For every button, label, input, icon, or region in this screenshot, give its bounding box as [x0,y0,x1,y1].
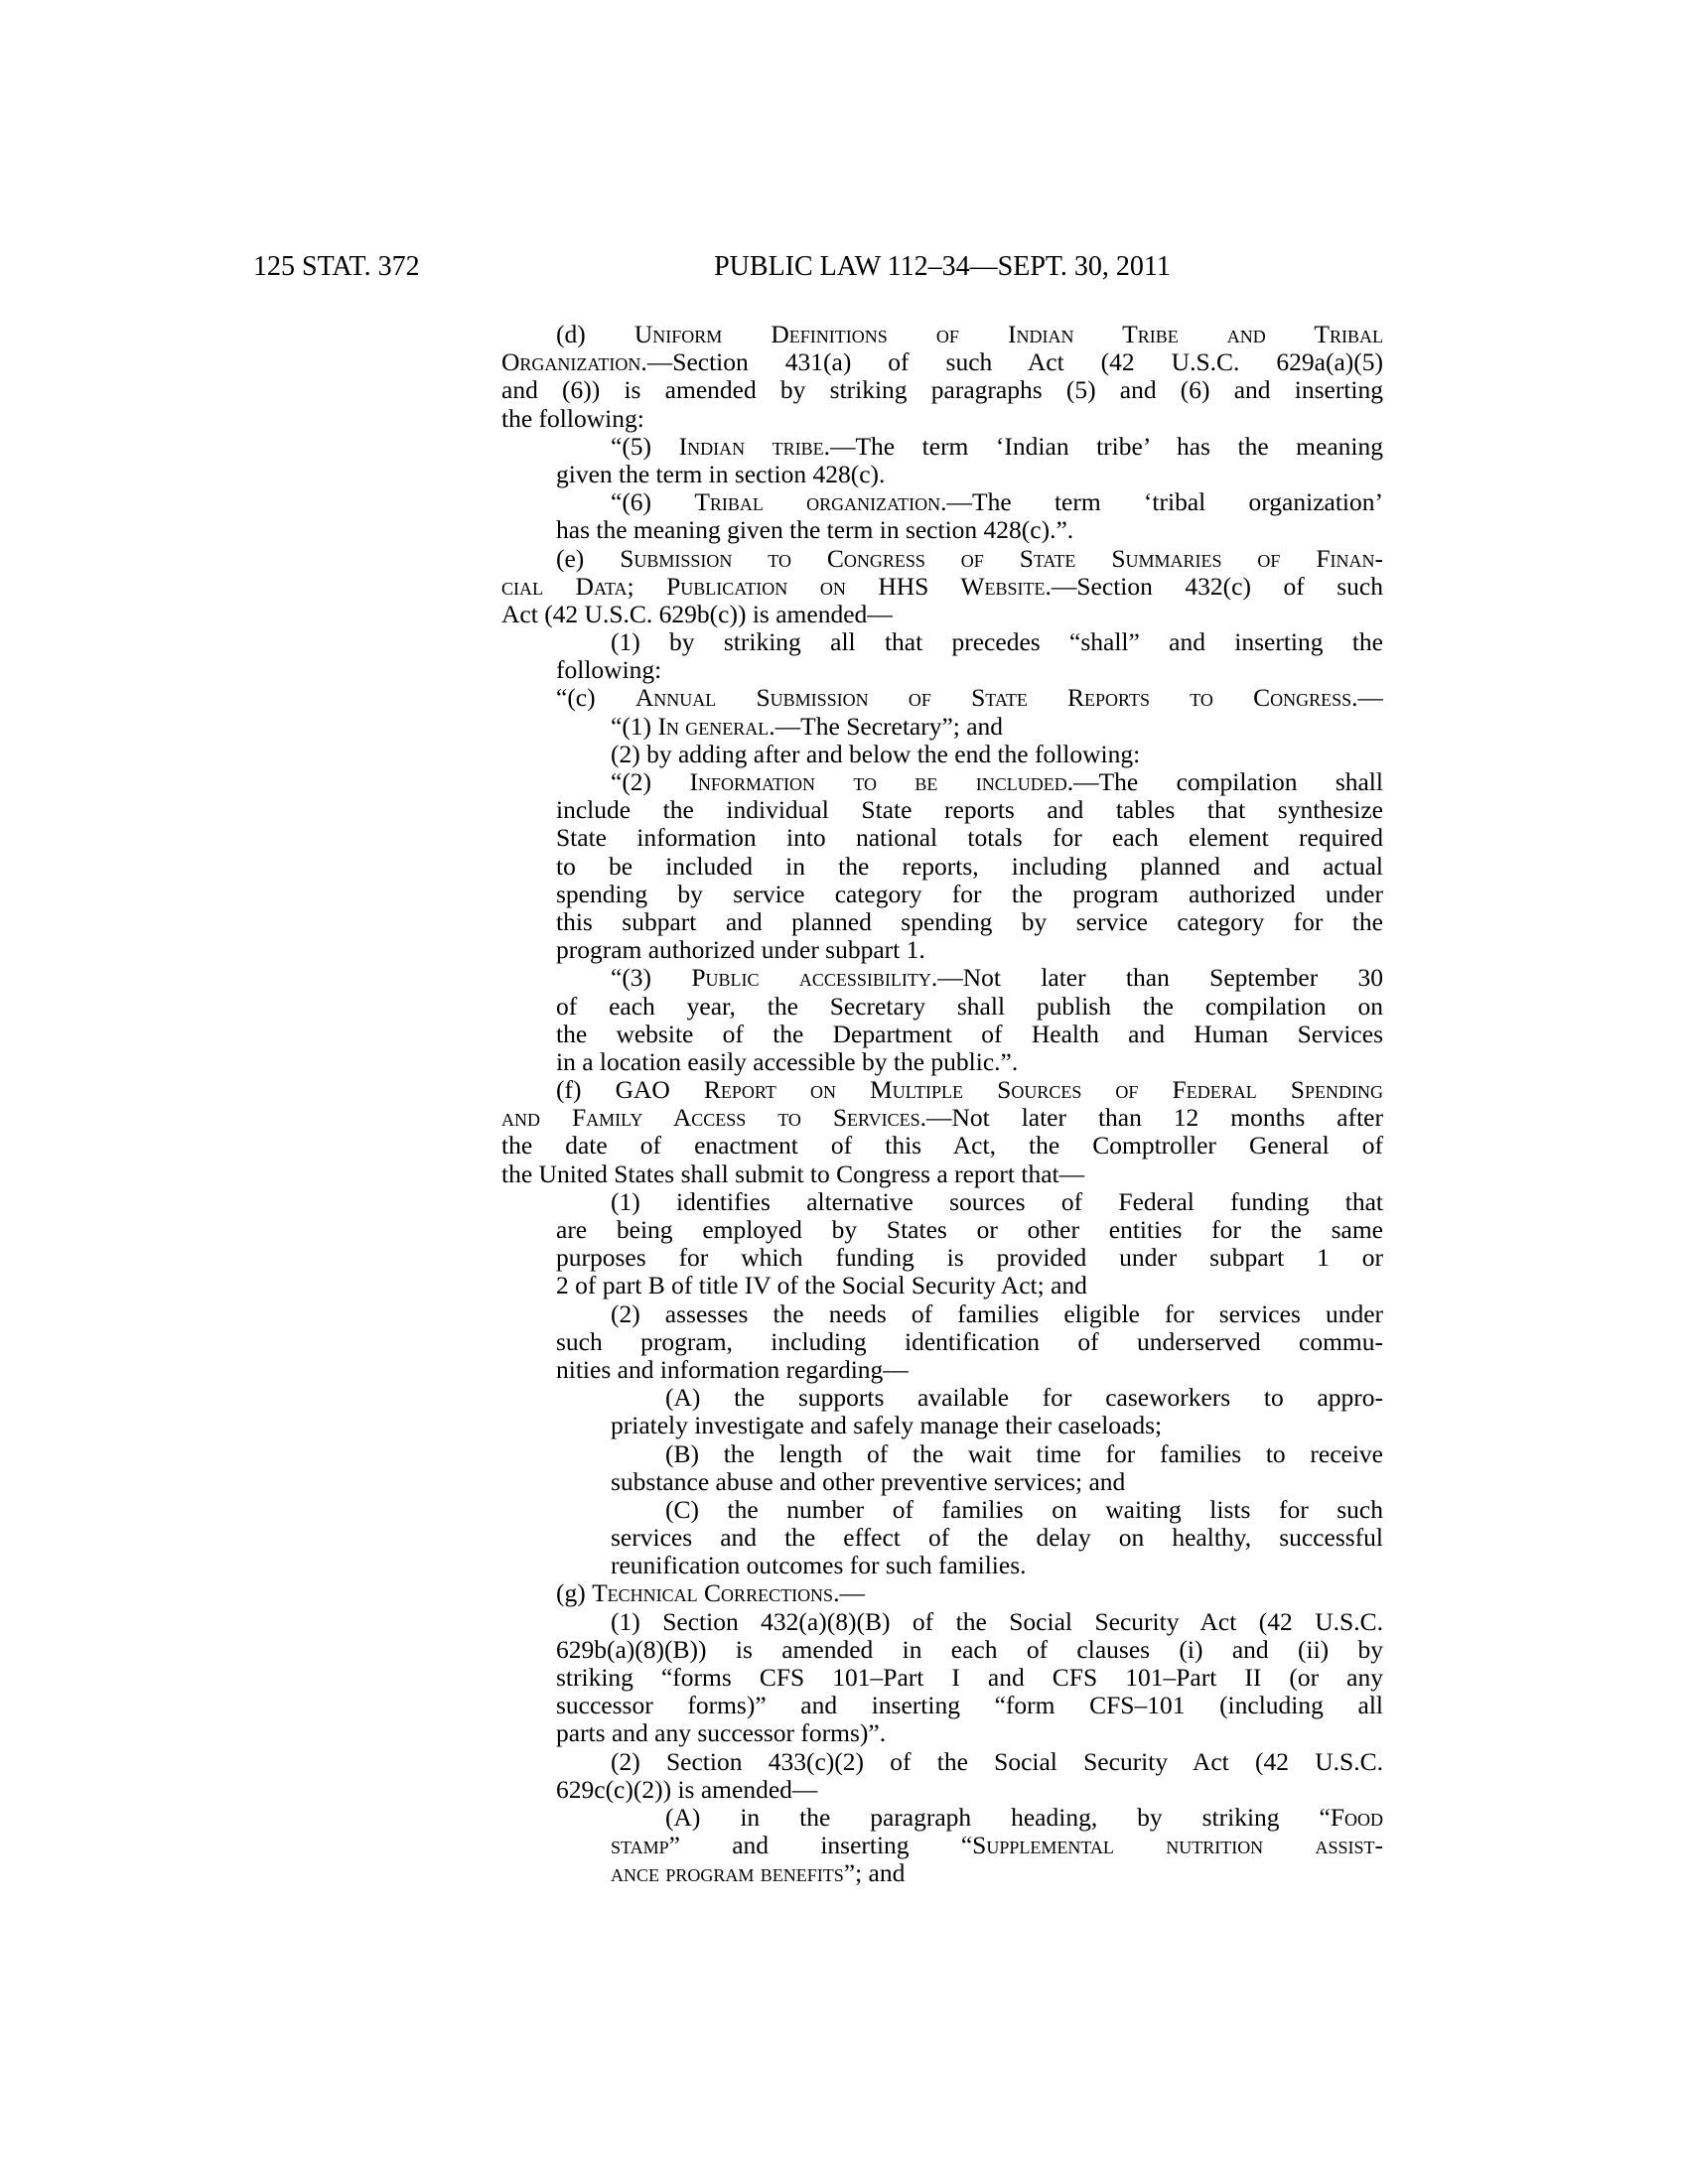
text-segment: (d) [556,321,634,348]
text-line [501,1300,1383,1328]
small-caps-text: Supplemental nutrition assist- [972,1832,1383,1860]
text-line [501,1859,1383,1887]
small-caps-text: Indian tribe [678,432,824,461]
text-segment: spending by service category for the program authorized under [556,880,1383,908]
text-segment: (2) by adding after and below the end the following: [611,740,1141,768]
text-segment: reunification outcomes for such families. [611,1552,1027,1580]
text-line [501,628,1383,656]
text-line [501,1579,1383,1607]
small-caps-text: Organization [501,348,641,377]
text-line [501,1552,1383,1579]
text-segment: “(c) [556,684,635,713]
text-line [501,1384,1383,1412]
text-segment: “(1) [611,712,658,741]
text-segment: to be included in the reports, including planned and actual [556,852,1383,881]
text-line [501,768,1383,796]
text-segment: (A) in the paragraph heading, by striking “ [665,1803,1331,1832]
small-caps-text: Tribal organization [694,488,941,517]
text-line [501,1356,1383,1384]
text-line [501,741,1383,768]
stat-page-number: 125 STAT. 372 [253,251,420,282]
text-line [501,1076,1383,1104]
text-line [501,853,1383,881]
text-line [501,796,1383,824]
text-segment: .— [833,1579,865,1608]
page-header [253,251,1385,285]
text-line [501,936,1383,964]
small-caps-text: ance program benefits [611,1859,844,1888]
text-segment: (1) Section 432(a)(8)(B) of the Social Security Act (42 U.S.C. [611,1607,1383,1636]
text-line [501,573,1383,601]
small-caps-text: Technical Corrections [592,1579,834,1608]
text-segment: the date of enactment of this Act, the Comptroller General of [501,1132,1383,1160]
text-line [501,1244,1383,1272]
text-segment: include the individual State reports and tables that synthesize [556,796,1383,825]
text-line [501,461,1383,488]
text-segment: (1) by striking all that precedes “shall” and inserting the [611,628,1383,657]
text-line [501,824,1383,852]
small-caps-text: GAO Report on Multiple Sources of Federal Spending [615,1076,1383,1105]
text-segment: (f) [556,1076,616,1105]
text-line [501,1216,1383,1244]
text-segment: successor forms)” and inserting “form CFS–101 (including all [556,1692,1383,1720]
text-segment: substance abuse and other preventive services; and [611,1467,1126,1496]
text-line [501,908,1383,936]
text-line [501,1468,1383,1496]
text-line [501,881,1383,908]
text-segment: striking “forms CFS 101–Part I and CFS 101–Part II (or any [556,1664,1383,1692]
text-segment: .—Section 431(a) of such Act (42 U.S.C. 629a(a)(5) [640,348,1383,377]
text-segment: .—The Secretary”; and [769,712,1004,741]
text-line [501,516,1383,544]
text-line [501,1608,1383,1636]
text-segment: .—The term ‘Indian tribe’ has the meaning [823,432,1383,461]
text-segment: (C) the number of families on waiting lists for such [665,1495,1383,1524]
text-segment: in a location easily accessible by the public.”. [556,1047,1019,1076]
small-caps-text: Uniform Definitions of Indian Tribe and Tribal [633,321,1383,348]
small-caps-text: stamp [611,1832,669,1860]
law-running-head: PUBLIC LAW 112–34—SEPT. 30, 2011 [714,251,1171,282]
text-segment: .—Not later than 12 months after [919,1104,1383,1133]
text-line [501,1048,1383,1076]
text-line [501,1272,1383,1299]
text-segment: State information into national totals for each element required [556,824,1383,853]
text-line [501,433,1383,461]
text-line [501,656,1383,684]
text-segment: 629c(c)(2)) is amended— [556,1775,818,1804]
text-segment: purposes for which funding is provided under subpart 1 or [556,1244,1383,1273]
text-segment: has the meaning given the term in section 428(c).”. [556,516,1074,545]
text-segment: .—The term ‘tribal organization’ [940,488,1383,517]
text-segment: are being employed by States or other entities for the same [556,1216,1383,1244]
text-segment: “(3) [611,964,692,993]
text-segment: the website of the Department of Health and Human Services [556,1020,1383,1048]
small-caps-text: In general [657,712,770,741]
statute-text-body [501,321,1383,1888]
text-line [501,1636,1383,1664]
text-line [501,684,1383,712]
text-line [501,1664,1383,1692]
text-segment: “(6) [611,488,695,517]
text-segment: this subpart and planned spending by service category for the [556,907,1383,936]
text-line [501,993,1383,1021]
text-segment: ”; and [843,1859,906,1888]
small-caps-text: Submission to Congress of State Summaries of Finan- [620,544,1383,573]
text-line [501,964,1383,992]
small-caps-text: Food [1330,1803,1383,1832]
text-segment: (e) [556,544,621,573]
text-line [501,713,1383,741]
text-segment: Act (42 U.S.C. 629b(c)) is amended— [501,600,893,628]
text-segment: the United States shall submit to Congress a report that— [501,1160,1085,1188]
text-line [501,1021,1383,1048]
text-line [501,1748,1383,1776]
text-segment: .—Not later than September 30 [930,964,1383,993]
text-segment: (2) Section 433(c)(2) of the Social Security Act (42 U.S.C. [611,1747,1383,1776]
text-line [501,405,1383,433]
text-line [501,1496,1383,1524]
text-line [501,1328,1383,1356]
small-caps-text: Annual Submission of State Reports to Congress [634,684,1352,713]
text-segment: program authorized under subpart 1. [556,936,925,965]
small-caps-text: cial Data; Publication on HHS Website [501,572,1046,601]
text-segment: (1) identifies alternative sources of Federal funding that [611,1187,1383,1216]
text-segment: parts and any successor forms)”. [556,1719,887,1748]
text-line [501,488,1383,516]
text-segment: (B) the length of the wait time for families to receive [665,1439,1383,1468]
text-segment: of each year, the Secretary shall publish the compilation on [556,992,1383,1021]
text-line [501,1188,1383,1216]
text-segment: .—Section 432(c) of such [1045,572,1383,601]
small-caps-text: and Family Access to Services [501,1104,920,1133]
text-line [501,321,1383,348]
text-segment: given the term in section 428(c). [556,460,886,488]
text-segment: ” and inserting “ [668,1832,973,1860]
text-line [501,545,1383,573]
text-segment: following: [556,656,662,685]
text-segment: .— [1351,684,1383,713]
text-segment: 2 of part B of title IV of the Social Security Act; and [556,1272,1087,1300]
small-caps-text: Information to be included [689,768,1067,796]
text-line [501,1104,1383,1132]
text-segment: such program, including identification of underserved commu- [556,1327,1383,1356]
text-segment: 629b(a)(8)(B)) is amended in each of clauses (i) and (ii) by [556,1635,1383,1664]
text-segment: the following: [501,404,644,433]
text-segment: and (6)) is amended by striking paragraphs (5) and (6) and inserting [501,376,1383,405]
text-segment: services and the effect of the delay on healthy, successful [611,1524,1383,1553]
text-line [501,1440,1383,1468]
text-segment: .—The compilation shall [1066,768,1383,796]
text-line [501,1132,1383,1160]
text-line [501,1719,1383,1747]
text-line [501,1412,1383,1439]
small-caps-text: Public accessibility [691,964,931,993]
text-line [501,1524,1383,1552]
text-segment: nities and information regarding— [556,1355,909,1384]
text-line [501,376,1383,404]
text-line [501,1160,1383,1188]
text-line [501,348,1383,376]
text-line [501,1692,1383,1719]
text-segment: priately investigate and safely manage their caseloads; [611,1412,1163,1440]
text-segment: (2) assesses the needs of families eligible for services under [611,1299,1383,1328]
text-segment: (g) [556,1579,593,1608]
text-line [501,1776,1383,1804]
text-line [501,601,1383,628]
text-segment: “(2) [611,768,690,796]
text-line [501,1804,1383,1832]
text-segment: “(5) [611,432,679,461]
text-line [501,1832,1383,1859]
text-segment: (A) the supports available for caseworkers to appro- [665,1384,1383,1413]
